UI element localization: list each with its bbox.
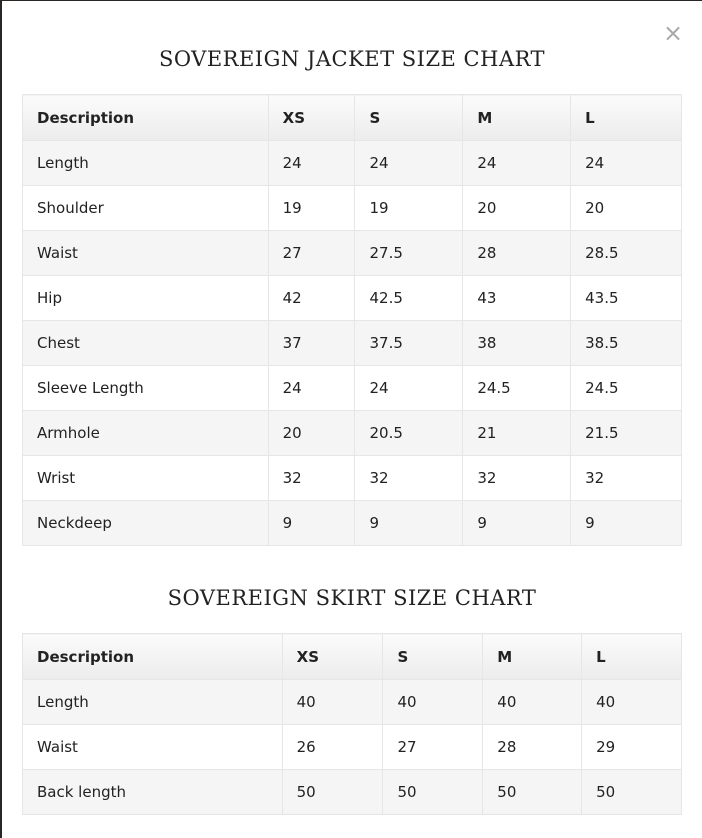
table-row <box>23 276 682 321</box>
table-cell: 24.5 <box>571 366 682 411</box>
column-header: Description <box>23 95 269 141</box>
table-cell: 9 <box>571 501 682 546</box>
table-cell: 29 <box>582 725 682 770</box>
table-cell: 21 <box>463 411 571 456</box>
table-cell: 24 <box>463 141 571 186</box>
table-cell: 26 <box>282 725 383 770</box>
table-row <box>23 186 682 231</box>
skirt-size-table <box>22 633 682 815</box>
table-cell: 43 <box>463 276 571 321</box>
table-cell: 24 <box>268 141 355 186</box>
column-header: Description <box>23 634 283 680</box>
table-cell: 27 <box>268 231 355 276</box>
table-cell: 37.5 <box>355 321 463 366</box>
table-cell: 20.5 <box>355 411 463 456</box>
column-header: L <box>571 95 682 141</box>
table-cell: 9 <box>268 501 355 546</box>
table-cell: 37 <box>268 321 355 366</box>
table-header-row <box>23 95 682 141</box>
row-label: Waist <box>23 231 269 276</box>
table-cell: 32 <box>571 456 682 501</box>
table-cell: 20 <box>463 186 571 231</box>
table-cell: 50 <box>582 770 682 815</box>
column-header: XS <box>282 634 383 680</box>
table-row <box>23 411 682 456</box>
column-header: M <box>483 634 582 680</box>
table-cell: 9 <box>463 501 571 546</box>
row-label: Back length <box>23 770 283 815</box>
table-cell: 19 <box>268 186 355 231</box>
table-cell: 32 <box>355 456 463 501</box>
column-header: XS <box>268 95 355 141</box>
table-row <box>23 725 682 770</box>
table-cell: 28 <box>463 231 571 276</box>
table-cell: 40 <box>582 680 682 725</box>
table-row <box>23 141 682 186</box>
table-cell: 50 <box>282 770 383 815</box>
table-cell: 43.5 <box>571 276 682 321</box>
table-cell: 50 <box>483 770 582 815</box>
table-row <box>23 321 682 366</box>
table-cell: 19 <box>355 186 463 231</box>
row-label: Chest <box>23 321 269 366</box>
column-header: M <box>463 95 571 141</box>
table-cell: 24 <box>355 141 463 186</box>
table-cell: 50 <box>383 770 483 815</box>
column-header: S <box>355 95 463 141</box>
table-row <box>23 680 682 725</box>
table-cell: 28 <box>483 725 582 770</box>
close-button[interactable]: × <box>662 19 684 47</box>
table-cell: 28.5 <box>571 231 682 276</box>
table-cell: 9 <box>355 501 463 546</box>
table-header-row <box>23 634 682 680</box>
row-label: Length <box>23 680 283 725</box>
column-header: S <box>383 634 483 680</box>
skirt-size-chart-title: SOVEREIGN SKIRT SIZE CHART <box>167 586 537 610</box>
table-cell: 27.5 <box>355 231 463 276</box>
row-label: Length <box>23 141 269 186</box>
row-label: Wrist <box>23 456 269 501</box>
row-label: Waist <box>23 725 283 770</box>
table-cell: 40 <box>483 680 582 725</box>
row-label: Armhole <box>23 411 269 456</box>
table-row <box>23 231 682 276</box>
table-row <box>23 366 682 411</box>
size-chart-modal <box>2 1 702 838</box>
table-row <box>23 770 682 815</box>
table-cell: 32 <box>463 456 571 501</box>
jacket-size-table <box>22 94 682 546</box>
row-label: Neckdeep <box>23 501 269 546</box>
table-cell: 38 <box>463 321 571 366</box>
table-cell: 24 <box>268 366 355 411</box>
table-row <box>23 501 682 546</box>
row-label: Sleeve Length <box>23 366 269 411</box>
table-row <box>23 456 682 501</box>
table-cell: 42.5 <box>355 276 463 321</box>
table-cell: 24 <box>571 141 682 186</box>
table-cell: 38.5 <box>571 321 682 366</box>
column-header: L <box>582 634 682 680</box>
table-cell: 40 <box>282 680 383 725</box>
row-label: Shoulder <box>23 186 269 231</box>
table-cell: 40 <box>383 680 483 725</box>
row-label: Hip <box>23 276 269 321</box>
table-cell: 24.5 <box>463 366 571 411</box>
table-cell: 42 <box>268 276 355 321</box>
table-cell: 32 <box>268 456 355 501</box>
table-cell: 20 <box>268 411 355 456</box>
table-cell: 20 <box>571 186 682 231</box>
jacket-size-chart-title: SOVEREIGN JACKET SIZE CHART <box>158 47 546 71</box>
table-cell: 21.5 <box>571 411 682 456</box>
table-cell: 24 <box>355 366 463 411</box>
table-cell: 27 <box>383 725 483 770</box>
